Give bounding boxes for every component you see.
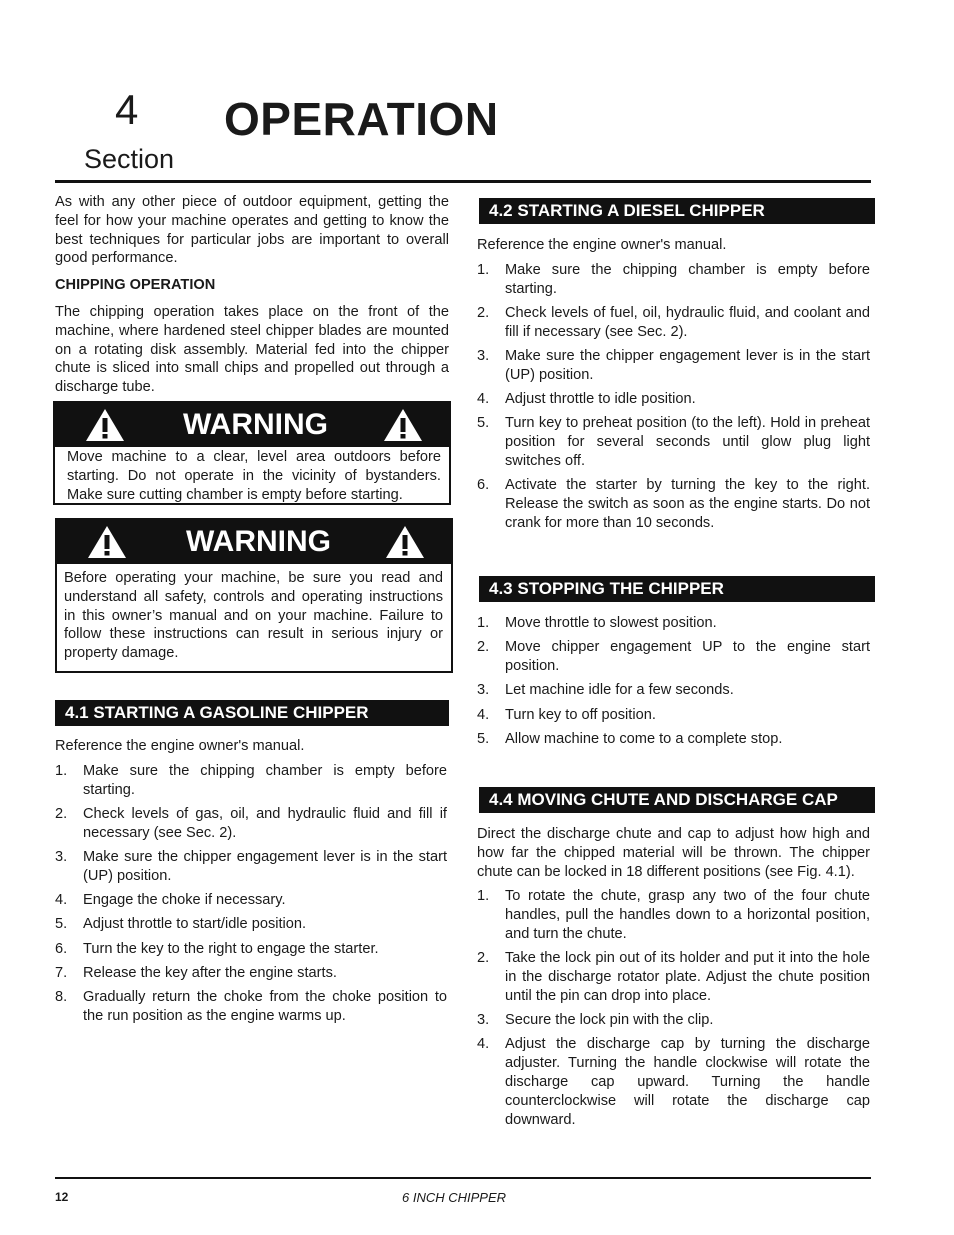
warning-triangle-icon <box>385 525 425 559</box>
section-4-4-heading: 4.4 MOVING CHUTE AND DISCHARGE CAP <box>479 787 875 813</box>
section-4-3-body <box>477 614 870 754</box>
list-item: 1. Move throttle to slowest position. <box>477 615 717 631</box>
list-item: 5. Adjust throttle to start/idle position. <box>55 916 307 933</box>
warning-label-1: WARNING <box>183 408 328 441</box>
section-4-2-intro: Reference the engine owner's manual. <box>477 237 727 253</box>
warning-text-1: Move machine to a clear, level area outdoors before starting. Do not operate in the vicinity of bystanders. Make sure cutting chamber is empty before starting. <box>67 449 441 503</box>
section-4-2-heading: 4.2 STARTING A DIESEL CHIPPER <box>479 198 875 224</box>
intro-block <box>55 193 449 397</box>
chipping-paragraph: The chipping operation takes place on the front of the machine, where hardened steel chipper blades are mounted on a rotating disk assembly. Material fed into the chipper chute is sliced into small chips and propelled out through a discharge tube. <box>55 303 449 396</box>
warning-triangle-icon <box>87 525 127 559</box>
list-item: 8. Gradually return the choke from the choke position to the run position as the engine warms up. <box>55 989 447 1025</box>
page-number: 12 <box>55 1190 69 1204</box>
list-item: 2. Move chipper engagement UP to the engine start position. <box>477 639 870 675</box>
page-title: OPERATION <box>224 93 499 145</box>
footer-rule <box>55 1177 871 1179</box>
section-4-4-steps <box>477 887 870 1129</box>
intro-paragraph: As with any other piece of outdoor equipment, getting the feel for how your machine operates and getting to know the best techniques for particular jobs are important to overall good performance. <box>55 194 449 267</box>
list-item: 5. Turn key to preheat position (to the left). Hold in preheat position for several seconds until glow plug light switches off. <box>477 415 870 469</box>
header-rule <box>55 180 871 183</box>
warning-text-2: Before operating your machine, be sure you read and understand all safety, controls and operating instructions in this owner’s manual and on your machine. Failure to follow these instructions can result in serious injury or property damage. <box>64 570 443 662</box>
section-4-2-body <box>477 236 870 538</box>
list-item: 4. Adjust the discharge cap by turning the discharge adjuster. Turning the handle clockwise will rotate the discharge cap upward. Turning the handle counterclockwise will rotate the discharge cap downward. <box>477 1036 870 1128</box>
section-4-3-heading: 4.3 STOPPING THE CHIPPER <box>479 576 875 602</box>
section-4-4-body <box>477 825 870 1135</box>
section-4-1-intro: Reference the engine owner's manual. <box>55 738 305 754</box>
warning-triangle-icon <box>85 408 125 442</box>
list-item: 3. Secure the lock pin with the clip. <box>477 1012 714 1029</box>
section-4-4-intro: Direct the discharge chute and cap to adjust how high and how far the chipped material will be thrown. The chipper chute can be locked in 18 different positions (see Fig. 4.1). <box>477 826 870 880</box>
list-item: 4. Engage the choke if necessary. <box>55 892 286 909</box>
list-item: 2. Take the lock pin out of its holder and put it into the hole in the discharge rotator plate. Adjust the chute position until the pin can drop into place. <box>477 950 870 1004</box>
section-number: 4 <box>115 86 139 133</box>
list-item: 5. Allow machine to come to a complete stop. <box>477 730 783 747</box>
section-4-3-steps <box>477 614 870 749</box>
list-item: 6. Activate the starter by turning the key to the right. Release the switch as soon as the engine starts. Do not crank for more than 10 seconds. <box>477 477 870 531</box>
section-4-1-heading: 4.1 STARTING A GASOLINE CHIPPER <box>55 700 449 726</box>
footer-title: 6 INCH CHIPPER <box>402 1190 507 1205</box>
section-4-1-steps <box>55 762 447 1026</box>
list-item: 1. Make sure the chipping chamber is empty before starting. <box>477 261 870 297</box>
list-item: 2. Check levels of gas, oil, and hydraulic fluid and fill if necessary (see Sec. 2). <box>55 805 447 841</box>
warning-bar-2 <box>57 520 451 564</box>
section-4-1-body <box>55 737 447 1031</box>
list-item: 4. Turn key to off position. <box>477 706 656 723</box>
list-item: 1. Make sure the chipping chamber is empty before starting. <box>55 762 447 798</box>
list-item: 3. Make sure the chipper engagement lever is in the start (UP) position. <box>55 848 447 884</box>
list-item: 2. Check levels of fuel, oil, hydraulic fluid, and coolant and fill if necessary (see Sec. 2). <box>477 304 870 340</box>
list-item: 1. To rotate the chute, grasp any two of the four chute handles, pull the handles down to a horizontal position, and turn the chute. <box>477 888 870 942</box>
chipping-heading: CHIPPING OPERATION <box>55 277 216 294</box>
list-item: 4. Adjust throttle to idle position. <box>477 391 696 408</box>
warning-bar-1 <box>55 403 449 447</box>
list-item: 3. Let machine idle for a few seconds. <box>477 682 734 699</box>
section-label: Section <box>84 144 175 174</box>
list-item: 6. Turn the key to the right to engage the starter. <box>55 940 379 957</box>
list-item: 7. Release the key after the engine starts. <box>55 964 337 981</box>
warning-triangle-icon <box>383 408 423 442</box>
list-item: 3. Make sure the chipper engagement lever is in the start (UP) position. <box>477 347 870 383</box>
section-4-2-steps <box>477 261 870 533</box>
warning-box-1 <box>53 401 451 505</box>
warning-label-2: WARNING <box>186 525 331 558</box>
warning-box-2 <box>55 518 453 673</box>
